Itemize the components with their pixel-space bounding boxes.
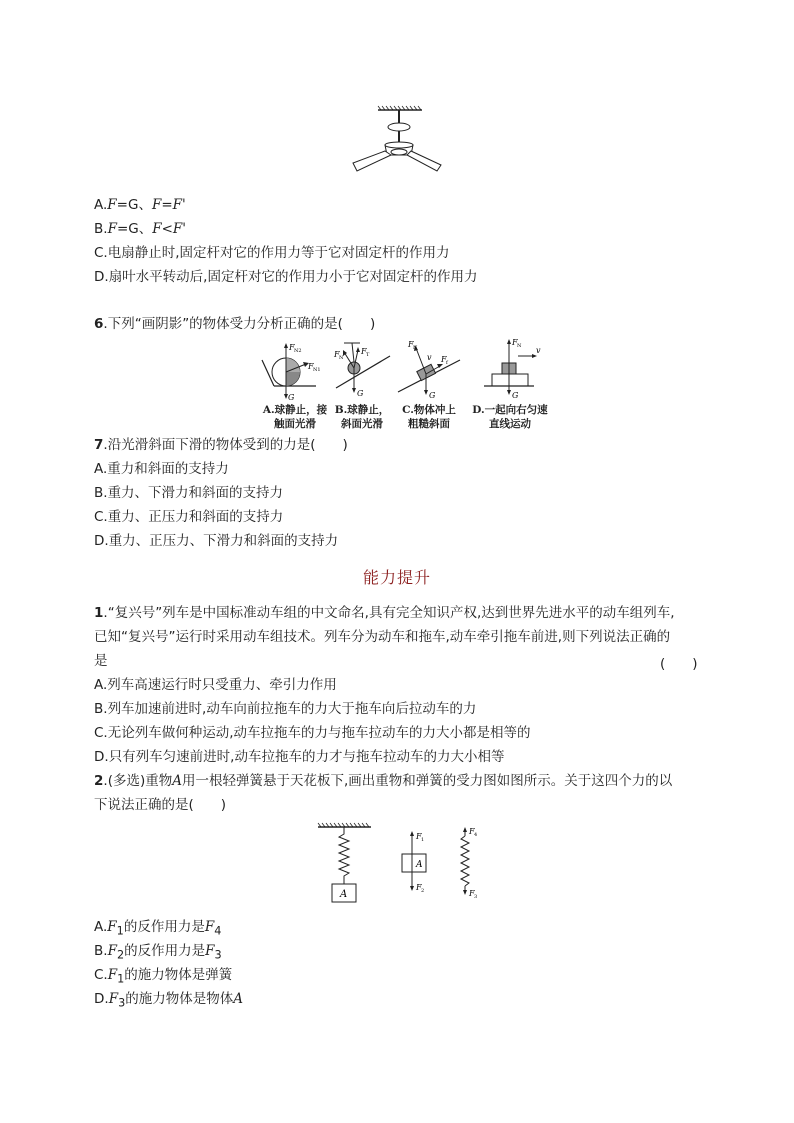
q6-figure-d — [478, 336, 544, 402]
svg-text:G: G — [429, 391, 436, 400]
q6-caption-c: C.物体冲上 粗糙斜面 — [402, 404, 456, 430]
a1-stem-line2: 已知“复兴号”运行时采用动车组技术。列车分为动车和拖车,动车牵引拖车前进,则下列说法正确的 — [94, 629, 671, 645]
prev-option-b: B.F=G、F<F' — [94, 221, 186, 237]
svg-text:A: A — [416, 860, 423, 870]
svg-text:N: N — [339, 355, 344, 361]
svg-text:F: F — [334, 350, 340, 359]
a2-option-c: $C.F_1$的施力物体是弹簧 — [94, 967, 233, 986]
svg-text:F: F — [408, 340, 414, 349]
prev-option-c: C.电扇静止时,固定杆对它的作用力等于它对固定杆的作用力 — [94, 245, 450, 261]
prev-option-d: D.扇叶水平转动后,固定杆对它的作用力小于它对固定杆的作用力 — [94, 269, 478, 285]
q6-stem: 6.下列“画阴影”的物体受力分析正确的是( ) — [94, 316, 376, 332]
a2-option-d: $D.F_3$的施力物体是物体A — [94, 991, 243, 1010]
svg-text:F: F — [416, 832, 422, 841]
svg-text:F: F — [308, 362, 314, 371]
a1-option-d: D.只有列车匀速前进时,动车拉拖车的力才与拖车拉动车的力大小相等 — [94, 749, 505, 765]
svg-text:N2: N2 — [294, 348, 302, 354]
a1-stem-line1: 1.“复兴号”列车是中国标准动车组的中文命名,具有完全知识产权,达到世界先进水平的动车组列车, — [94, 605, 675, 621]
svg-text:A: A — [340, 889, 348, 900]
a1-option-a: A.列车高速运行时只受重力、牵引力作用 — [94, 677, 337, 693]
svg-text:N: N — [413, 345, 418, 351]
svg-text:G: G — [357, 389, 364, 398]
q6-figure-c — [396, 336, 462, 402]
svg-text:F: F — [441, 355, 447, 364]
a1-stem-line3: 是 — [94, 653, 108, 669]
a2-option-a: $A.F_1$的反作用力是$F_4$ — [94, 919, 222, 938]
q7-stem: 7.沿光滑斜面下滑的物体受到的力是( ) — [94, 437, 348, 453]
svg-text:N: N — [517, 343, 522, 349]
svg-text:2: 2 — [421, 888, 425, 894]
q6-figure-a — [256, 338, 331, 402]
svg-text:F: F — [469, 827, 475, 836]
svg-text:1: 1 — [421, 837, 425, 843]
ceiling-fan-figure — [345, 105, 445, 185]
svg-text:F: F — [416, 883, 422, 892]
q6-caption-a: A.球静止，接 触面光滑 — [262, 404, 328, 430]
section-title: 能力提升 — [362, 568, 431, 587]
a1-answer-paren: ( ) — [660, 656, 698, 672]
svg-text:F: F — [512, 338, 518, 347]
q7-option-d: D.重力、正压力、下滑力和斜面的支持力 — [94, 533, 339, 549]
svg-text:f: f — [446, 360, 448, 366]
svg-text:G: G — [288, 393, 295, 402]
a1-option-b: B.列车加速前进时,动车向前拉拖车的力大于拖车向后拉动车的力 — [94, 701, 477, 717]
a2-stem-line1: 2.(多选)重物A用一根轻弹簧悬于天花板下,画出重物和弹簧的受力图如图所示。关于这四个力的以 — [94, 773, 673, 789]
a2-stem-line2: 下说法正确的是( ) — [94, 797, 227, 813]
q7-option-b: B.重力、下滑力和斜面的支持力 — [94, 485, 284, 501]
svg-text:v: v — [536, 346, 541, 355]
svg-text:4: 4 — [474, 832, 478, 838]
q7-option-a: A.重力和斜面的支持力 — [94, 461, 229, 477]
svg-text:F: F — [469, 889, 475, 898]
prev-option-a: A.F=G、F=F' — [94, 197, 186, 213]
svg-text:T: T — [366, 352, 370, 358]
svg-text:F: F — [289, 343, 295, 352]
q6-caption-b: B.球静止， 斜面光滑 — [334, 404, 390, 430]
a1-option-c: C.无论列车做何种运动,动车拉拖车的力与拖车拉动车的力大小都是相等的 — [94, 725, 531, 741]
svg-text:G: G — [512, 391, 519, 400]
svg-text:3: 3 — [474, 894, 478, 900]
spring-figure — [315, 822, 490, 907]
a2-option-b: $B.F_2$的反作用力是$F_3$ — [94, 943, 222, 962]
q7-option-c: C.重力、正压力和斜面的支持力 — [94, 509, 284, 525]
svg-text:F: F — [361, 347, 367, 356]
q6-caption-d: D.一起向右匀速 直线运动 — [472, 404, 548, 430]
q6-figure-b — [330, 338, 395, 402]
svg-text:v: v — [427, 353, 432, 362]
svg-text:N1: N1 — [313, 367, 321, 373]
